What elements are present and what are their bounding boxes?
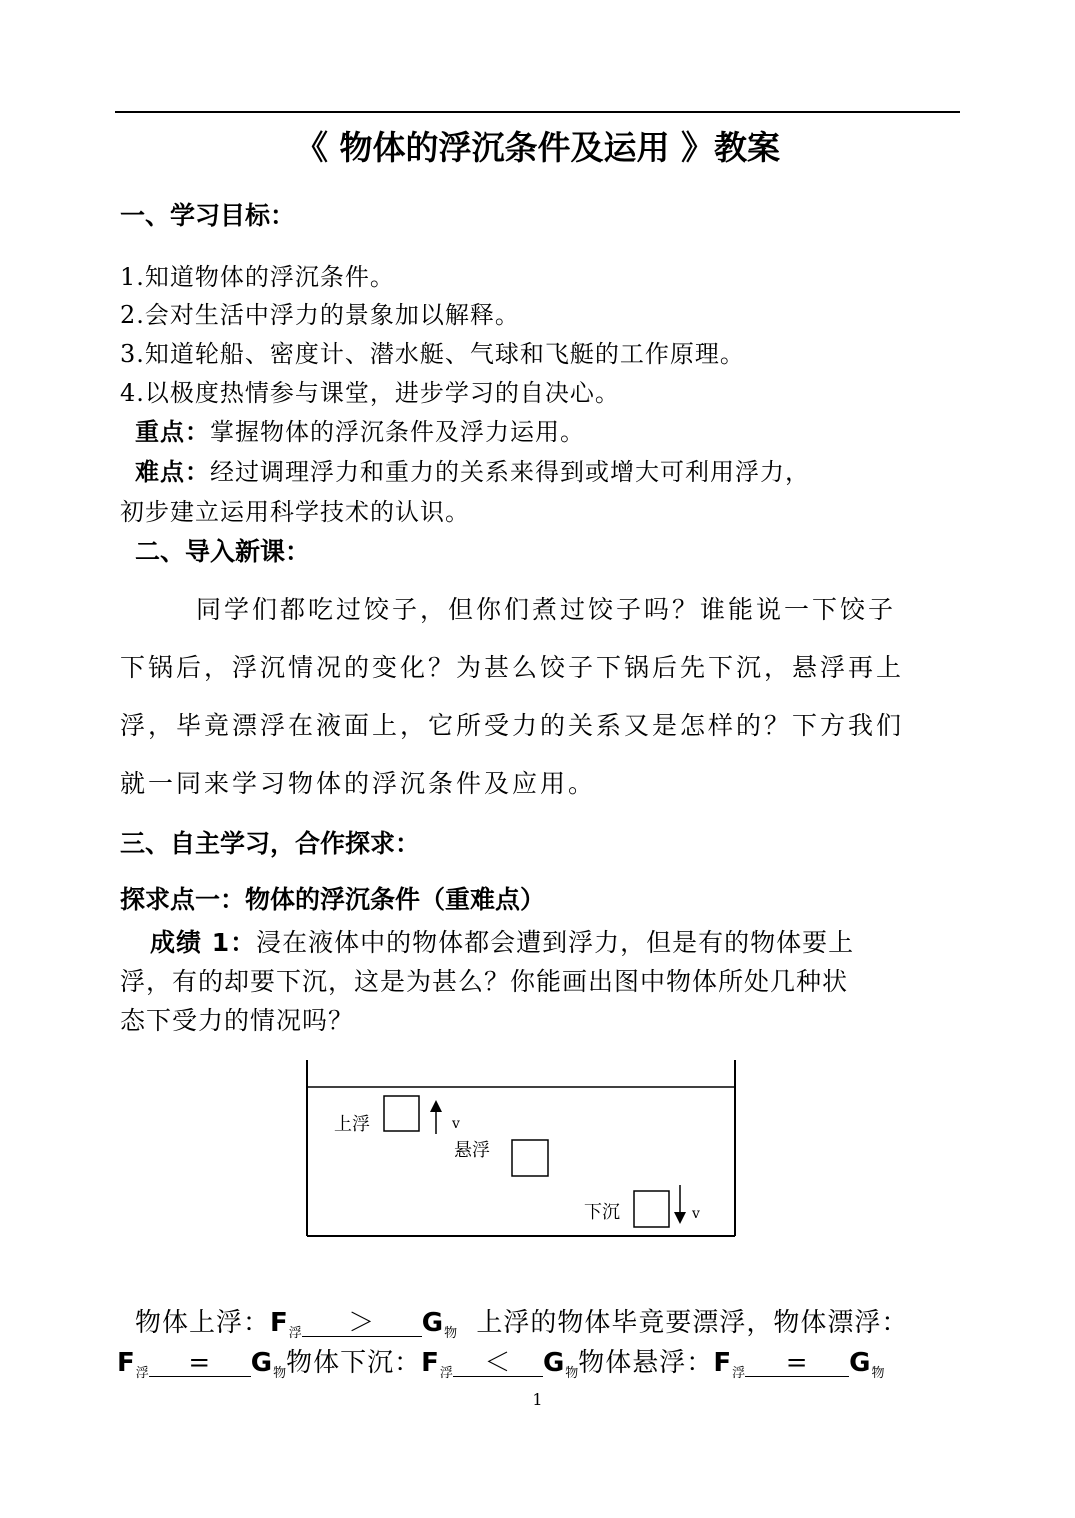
sink-force-symbol: F [421, 1348, 440, 1378]
difficult-point-text: 经过调理浮力和重力的关系来得到或增大可利用浮力， [210, 458, 810, 486]
rise-weight-subscript: 物 [444, 1326, 458, 1341]
goal-3: 3.知道轮船、密度计、潜水艇、气球和飞艇的工作原理。 [120, 340, 745, 368]
intro-line-3: 浮，毕竟漂浮在液面上，它所受力的关系又是怎样的？下方我们 [120, 711, 905, 740]
float-relation: = [149, 1350, 251, 1377]
float-weight-symbol: G [250, 1348, 274, 1378]
goal-2: 2.会对生活中浮力的景象加以解释。 [120, 301, 520, 329]
velocity-up-label: v [452, 1116, 460, 1132]
label-suspend: 悬浮 [454, 1140, 490, 1161]
suspend-force-subscript: 浮 [732, 1366, 746, 1381]
sink-relation: ＜ [453, 1350, 543, 1377]
rise-relation: ＞ [302, 1310, 422, 1337]
sink-weight-symbol: G [542, 1348, 566, 1378]
task-1-line-2: 浮，有的却要下沉，这是为甚么？你能画出图中物体所处几种状 [120, 967, 849, 996]
task-1 [150, 923, 854, 959]
page-title: 《 物体的浮沉条件及运用 》教案 [295, 128, 780, 167]
rise-suffix: 上浮的物体毕竟要漂浮，物体漂浮： [476, 1308, 909, 1338]
arrow-down-icon [674, 1185, 686, 1224]
intro-line-4: 就一同来学习物体的浮沉条件及应用。 [120, 769, 597, 798]
goal-1: 1.知道物体的浮沉条件。 [120, 263, 395, 291]
task-1-text: 浸在液体中的物体都会遭到浮力，但是有的物体要上 [256, 928, 855, 957]
key-point-text: 掌握物体的浮沉条件及浮力运用。 [210, 418, 585, 446]
sink-force-subscript: 浮 [439, 1366, 453, 1381]
velocity-down-label: v [692, 1206, 700, 1222]
key-point-label: 重点： [135, 418, 210, 446]
suspend-weight-subscript: 物 [871, 1366, 885, 1381]
section2-heading: 二、导入新课： [135, 537, 311, 566]
label-sink: 下沉 [584, 1202, 620, 1223]
difficult-point-cont: 初步建立运用科学技术的认识。 [120, 498, 470, 526]
section3-heading: 三、自主学习，合作探求： [120, 829, 421, 858]
top-rule [115, 111, 960, 113]
suspend-weight-symbol: G [849, 1348, 872, 1378]
suspended-block [512, 1140, 548, 1176]
suspend-force-symbol: F [713, 1348, 733, 1378]
rise-prefix: 物体上浮： [135, 1308, 271, 1338]
rising-block [384, 1096, 419, 1131]
buoyancy-diagram [305, 1058, 737, 1238]
task-1-label: 成绩 1： [150, 928, 257, 957]
formula-line-2 [117, 1342, 884, 1379]
intro-line-2: 下锅后，浮沉情况的变化？为甚么饺子下锅后先下沉，悬浮再上 [120, 653, 905, 682]
section1-heading: 一、学习目标： [120, 201, 296, 230]
sink-prefix: 物体下沉： [286, 1348, 422, 1378]
label-rise: 上浮 [334, 1114, 370, 1135]
suspend-relation: = [745, 1350, 849, 1377]
goal-4: 4.以极度热情参与课堂，进步学习的自决心。 [120, 379, 620, 407]
key-point [135, 412, 585, 447]
float-force-symbol: F [117, 1348, 136, 1378]
intro-line-1: 同学们都吃过饺子，但你们煮过饺子吗？谁能说一下饺子 [196, 595, 897, 624]
formula-line-1 [135, 1302, 908, 1339]
task-1-line-3: 态下受力的情况吗？ [120, 1006, 355, 1035]
rise-force-symbol: F [270, 1308, 289, 1338]
rise-weight-symbol: G [421, 1308, 445, 1338]
arrow-up-icon [430, 1100, 442, 1134]
difficult-point [135, 452, 810, 487]
float-weight-subscript: 物 [273, 1366, 287, 1381]
difficult-point-label: 难点： [135, 458, 210, 486]
suspend-prefix: 物体悬浮： [578, 1348, 714, 1378]
page-number: 1 [532, 1390, 543, 1409]
sinking-block [634, 1191, 669, 1227]
section3-subheading: 探求点一：物体的浮沉条件（重难点） [120, 885, 546, 914]
sink-weight-subscript: 物 [565, 1366, 579, 1381]
float-force-subscript: 浮 [135, 1366, 149, 1381]
rise-force-subscript: 浮 [288, 1326, 302, 1341]
